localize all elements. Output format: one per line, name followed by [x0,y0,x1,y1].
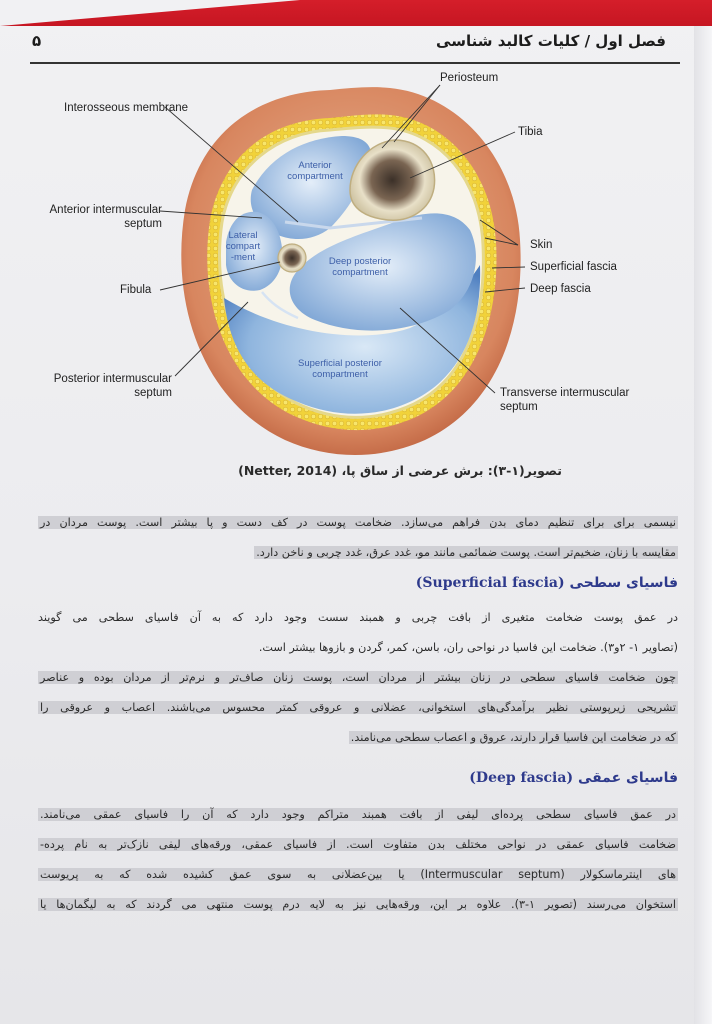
label-interosseous-membrane: Interosseous membrane [64,102,189,114]
paragraph-skin [38,508,678,568]
label-skin: Skin [530,239,553,251]
inner-label-superficial-2: compartment [312,369,368,380]
heading-deep-fascia [469,770,678,786]
page-number: ۵ [32,32,42,50]
inner-label-superficial-1: Superficial posterior [298,358,382,369]
heading-fa: فاسیای سطحی [569,575,678,591]
figure-caption: تصویر(۱-۳): برش عرضی از ساق پا، (Netter, 2014) [238,463,562,478]
highlighted-text: مقایسه با زنان، ضخیم‌تر است. پوست ضمائمی مانند مو، غدد عرق، غدد چربی و ناخن دارد. [256,546,676,559]
inner-label-anterior-2: compartment [287,171,343,182]
paragraph-line [38,830,678,860]
label-anterior-line-2: septum [124,218,162,230]
heading-en: (Deep fascia) [469,770,574,786]
highlighted-text: تشریحی زیرپوستی نظیر برآمدگی‌های استخوانی، عضلانی و عروقی کمتر محسوس می‌باشند. اعصاب و عروقی را [40,701,676,714]
header-rule [30,62,680,64]
paragraph-line: (تصاویر ۱- ۲و۳). ضخامت این فاسیا در نواحی ران، باسن، کمر، گردن و بازوها بیشتر است. [258,641,678,654]
inner-label-anterior-1: Anterior [298,160,332,171]
label-fibula: Fibula [120,284,152,296]
label-posterior-line-1: Posterior intermuscular [53,373,172,385]
label-deep-fascia: Deep fascia [530,283,591,295]
running-title: فصل اول / کلیات کالبد شناسی [436,32,666,50]
heading-superficial-fascia [416,575,678,591]
highlighted-text: ضخامت فاسیای عمقی در نواحی مختلف بدن متفاوت است. از فاسیای عمقی، ورقه‌های لیفی نازک‌تر به نام پرده- [40,838,676,851]
inner-label-deep-2: compartment [332,267,388,278]
inner-label-lateral-1: Lateral [228,230,258,241]
highlighted-text: استخوان می‌رسند (تصویر ۱-۳). علاوه بر این، ورقه‌هایی نیز به لایه درم پوست منتهی می گردند که به لیگمان‌ها یا [40,898,676,911]
highlighted-text: های اینترماسکولار (Intermuscular septum) یا بین‌عضلانی به سوی عمق کشیده شده که به پریوست [40,868,676,881]
paragraph-line [38,860,678,890]
paragraph-line [38,890,678,920]
highlighted-text: که در ضخامت این فاسیا قرار دارند، عروق و اعصاب سطحی می‌نامند. [350,731,676,744]
label-periosteum: Periosteum [440,72,499,84]
fibula-bone [278,244,306,272]
inner-label-deep-posterior [315,256,405,278]
paragraph-superficial-fascia [38,603,678,753]
label-posterior-intermuscular-septum [30,372,172,400]
paragraph-line [38,723,678,753]
label-anterior-intermuscular-septum [30,203,162,231]
label-posterior-line-2: septum [134,387,172,399]
paragraph-line [38,538,678,568]
inner-label-lateral-3: -ment [230,252,256,263]
highlighted-text: در عمق فاسیای سطحی پرده‌ای لیفی از بافت همبند متراکم وجود دارد که آن را فاسیای عمقی می‌نامند. [40,808,676,821]
heading-fa: فاسیای عمقی [577,770,678,786]
label-transverse-line-2: septum [500,401,538,413]
inner-label-deep-1: Deep posterior [328,256,392,267]
page-edge-shadow [694,0,712,1024]
label-tibia: Tibia [518,126,543,138]
paragraph-line [38,800,678,830]
label-transverse-intermuscular-septum [500,386,629,414]
inner-label-anterior [280,160,350,182]
inner-label-lateral [220,230,266,263]
highlighted-text: چون ضخامت فاسیای سطحی در زنان بیشتر از مردان است، پوست زنان صاف‌تر و نرم‌تر از مردان بوده و عناصر [40,671,676,684]
paragraph-line [38,663,678,693]
label-transverse-line-1: Transverse intermuscular [500,387,630,399]
label-anterior-line-1: Anterior intermuscular [49,204,162,216]
paragraph-deep-fascia [38,800,678,920]
inner-label-superficial-posterior [285,358,395,380]
label-superficial-fascia: Superficial fascia [530,261,617,273]
paragraph-line: در عمق پوست ضخامت متغیری از بافت چربی و همبند سست وجود دارد که به آن فاسیای سطحی می گویند [38,611,678,624]
paragraph-line [38,508,678,538]
inner-label-lateral-2: compart [225,241,261,252]
red-tab-band [0,0,712,26]
paragraph-line [38,693,678,723]
highlighted-text: نیسمی برای برای تنظیم دمای بدن فراهم می‌سازد. ضخامت پوست در کف دست و پا بیشتر است. پوست مردان در [40,516,676,529]
heading-en: (Superficial fascia) [415,575,565,591]
leg-cross-section-figure [30,70,680,465]
